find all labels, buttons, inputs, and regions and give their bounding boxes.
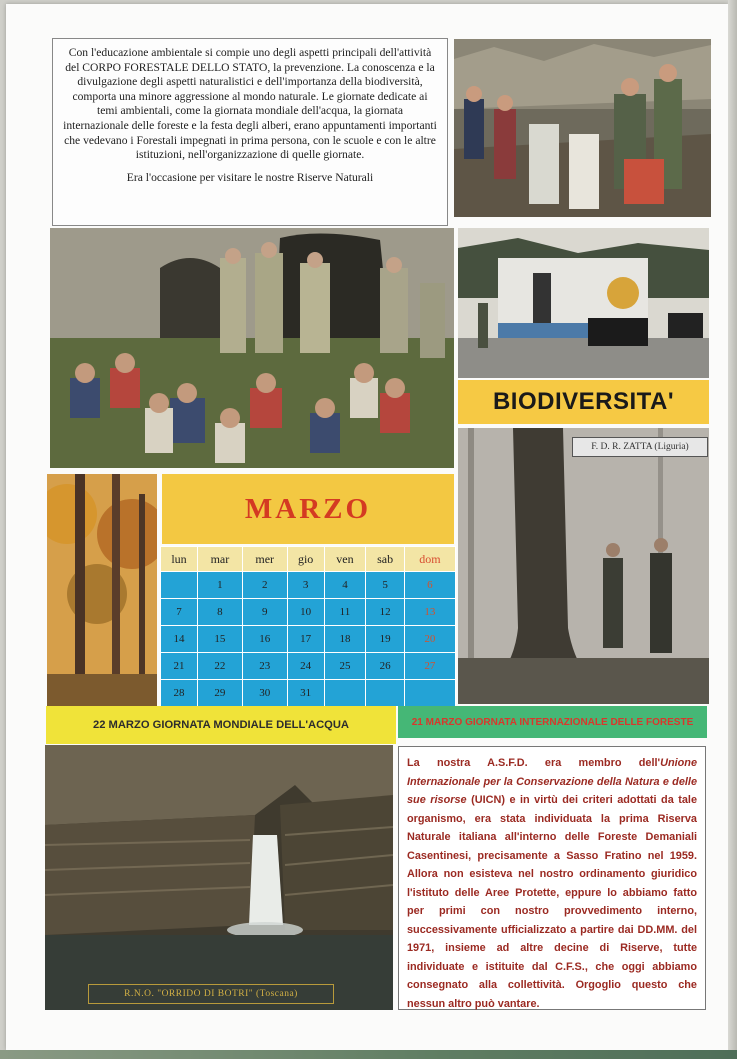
calendar-day: 10 [288, 599, 324, 625]
calendar-week-row [161, 653, 455, 679]
calendar-week-row [161, 680, 455, 706]
calendar-day-sunday: 20 [405, 626, 455, 652]
calendar-week-row [161, 599, 455, 625]
calendar-day-sunday: 13 [405, 599, 455, 625]
calendar-day: 12 [366, 599, 404, 625]
calendar-day: 28 [161, 680, 197, 706]
photo-waterfall-canyon [45, 745, 393, 1010]
intro-paragraph-1: Con l'educazione ambientale si compie uno degli aspetti principali dell'attività del CORPO FORESTALE DELLO STATO, la prevenzione. La conoscenza e la divulgazione degli aspetti naturalistici e dell'importanza della biodiversità, comporta una minore aggressione al mondo naturale. Le giornate dedicate ai temi ambientali, come la giornata mondiale dell'acqua, la giornata internazionale delle foreste e la festa degli alberi, erano appuntamenti importanti che vedevano i Forestali impegnati in prima persona, con le scuole e con le altre istituzioni, nell'organizzazione di quelle giornate. [63, 46, 437, 162]
calendar-day [366, 680, 404, 706]
weekday-header: ven [325, 547, 366, 571]
calendar-day: 5 [366, 572, 404, 598]
calendar-day: 31 [288, 680, 324, 706]
calendar-day: 8 [198, 599, 242, 625]
photo-exhibition-truck [458, 228, 709, 378]
calendar-day: 21 [161, 653, 197, 679]
intro-text-box [52, 38, 448, 226]
calendar-week-row [161, 626, 455, 652]
biodiversity-title: BIODIVERSITA' [458, 380, 709, 424]
calendar-day: 26 [366, 653, 404, 679]
calendar-month-title: MARZO [162, 474, 454, 544]
photo-rangers-cave-schoolchildren [50, 228, 454, 468]
calendar-day [161, 572, 197, 598]
calendar-day: 9 [243, 599, 287, 625]
calendar-day: 14 [161, 626, 197, 652]
page-edge [728, 0, 737, 1059]
body-text-iucn-name: Unione Internazionale per la Conservazione della Natura e delle sue risorse [407, 757, 697, 806]
caption-botri: R.N.O. "ORRIDO DI BOTRI" (Toscana) [88, 984, 334, 1004]
calendar-day-sunday [405, 680, 455, 706]
calendar-day: 19 [366, 626, 404, 652]
calendar-day: 30 [243, 680, 287, 706]
calendar-day: 4 [325, 572, 366, 598]
calendar-day: 11 [325, 599, 366, 625]
calendar-day: 22 [198, 653, 242, 679]
photo-autumn-forest [47, 474, 157, 706]
calendar-day: 23 [243, 653, 287, 679]
forest-day-banner: 21 MARZO GIORNATA INTERNAZIONALE DELLE FORESTE [398, 706, 707, 738]
calendar-day: 7 [161, 599, 197, 625]
weekday-header: mar [198, 547, 242, 571]
calendar-day: 18 [325, 626, 366, 652]
calendar-day-sunday: 27 [405, 653, 455, 679]
calendar-weekday-row [161, 547, 455, 571]
calendar-day: 15 [198, 626, 242, 652]
caption-zatta: F. D. R. ZATTA (Liguria) [572, 437, 708, 457]
body-text-part-3: (UICN) e in virtù dei criteri adottati da tale organismo, era stata individuata la prima Riserva Naturale italiana all'interno delle Foreste Demaniali Casentinesi, precisamente a Sasso Fratino nel 1959. Allora non esisteva nel nostro ordinamento giuridico l'istituto delle Aree Protette, eppure lo abbiamo fatto per primi con nostro provvedimento interno, successivamente ufficializzato a partire dai DD.MM. del 1971, insieme ad altre decine di Riserve, tutte individuate e istituite dal C.F.S., che oggi abbiamo consegnato alla collettività. Orgoglio questo che nessun altro può vantare. [407, 794, 698, 1010]
calendar-day: 25 [325, 653, 366, 679]
calendar-day: 17 [288, 626, 324, 652]
water-day-banner: 22 MARZO GIORNATA MONDIALE DELL'ACQUA [46, 706, 396, 744]
reserves-history-text [398, 746, 706, 1010]
calendar-day: 1 [198, 572, 242, 598]
intro-paragraph-2: Era l'occasione per visitare le nostre Riserve Naturali [126, 170, 374, 184]
calendar-day: 29 [198, 680, 242, 706]
weekday-header: sab [366, 547, 404, 571]
calendar-week-row [161, 572, 455, 598]
weekday-header: mer [243, 547, 287, 571]
calendar-day [325, 680, 366, 706]
photo-foggy-tree-rangers [458, 428, 709, 704]
weekday-header: gio [288, 547, 324, 571]
calendar-day: 24 [288, 653, 324, 679]
calendar-day: 16 [243, 626, 287, 652]
calendar-day: 2 [243, 572, 287, 598]
table-surface [0, 1050, 737, 1059]
weekday-header: lun [161, 547, 197, 571]
calendar-day-sunday: 6 [405, 572, 455, 598]
photo-rangers-with-students-rocks [454, 39, 711, 217]
calendar-day: 3 [288, 572, 324, 598]
weekday-header-sunday: dom [405, 547, 455, 571]
body-text-part-1: La nostra A.S.F.D. era membro dell' [407, 757, 661, 769]
calendar-grid [160, 546, 456, 707]
